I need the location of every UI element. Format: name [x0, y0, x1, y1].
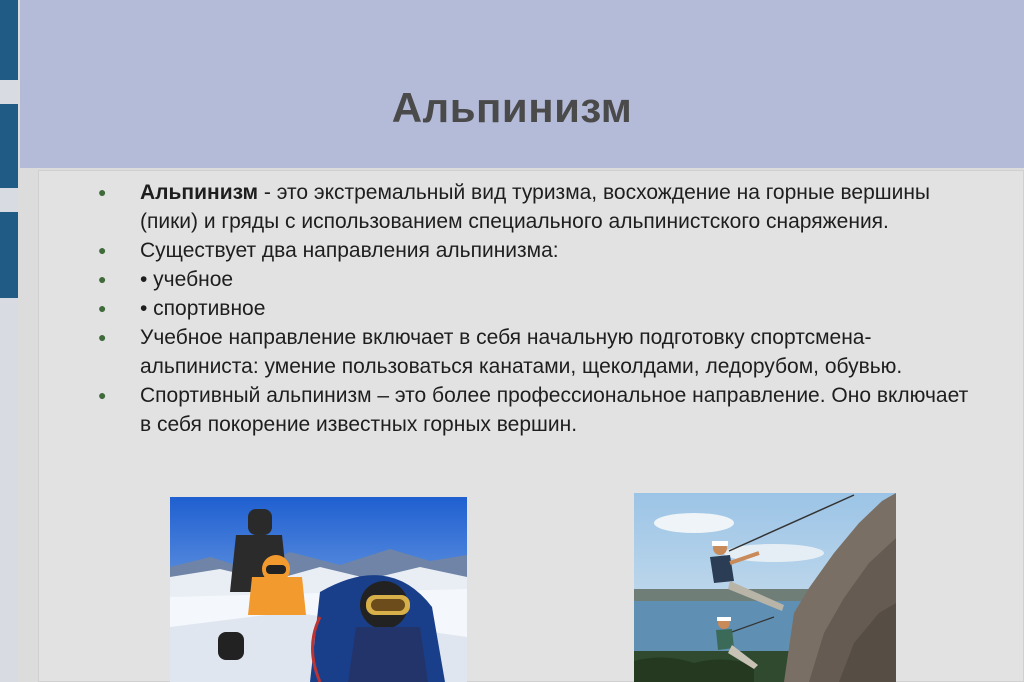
list-item	[100, 381, 980, 439]
list-item-text: Учебное направление включает в себя начальную подготовку спортсмена-альпиниста: умение пользоваться канатами, щеколдами, ледорубом, обувью.	[140, 326, 903, 378]
list-item-text: • учебное	[140, 268, 234, 291]
bullet-marker: ●	[98, 387, 107, 403]
bullet-marker: ●	[98, 329, 107, 345]
list-item	[100, 236, 980, 265]
term-bold: Альпинизм	[140, 181, 259, 204]
accent-bar	[0, 0, 18, 80]
list-item	[100, 178, 980, 236]
list-item-text: Существует два направления альпинизма:	[140, 239, 559, 262]
list-item	[100, 265, 980, 294]
bullet-marker: ●	[98, 300, 107, 316]
list-item-text: Спортивный альпинизм – это более профессиональное направление. Оно включает в себя покорение известных горных вершин.	[140, 384, 969, 436]
bullet-marker: ●	[98, 242, 107, 258]
bullet-marker: ●	[98, 271, 107, 287]
list-item	[100, 323, 980, 381]
list-item-text: - это экстремальный вид туризма, восхождение на горные вершины (пики) и гряды с использованием специального альпинистского снаряжения.	[140, 181, 931, 233]
bullet-list	[100, 178, 980, 439]
list-item	[100, 294, 980, 323]
rappelling-climbers-photo	[634, 493, 896, 682]
climbers-summit-photo	[170, 497, 467, 682]
list-item-text: • спортивное	[140, 297, 266, 320]
slide-title: Альпинизм	[391, 84, 633, 131]
accent-bar	[0, 212, 18, 298]
bullet-marker: ●	[98, 184, 107, 200]
